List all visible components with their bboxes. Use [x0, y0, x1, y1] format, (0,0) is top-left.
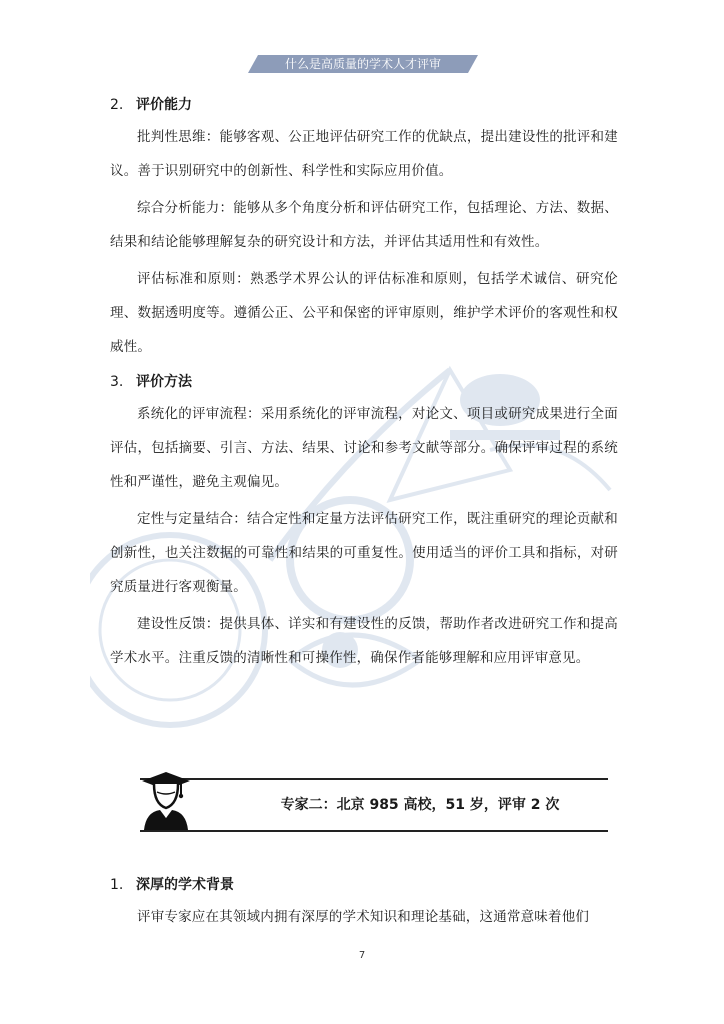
page-number: 7 [358, 950, 366, 961]
paragraph: 评审专家应在其领域内拥有深厚的学术知识和理论基础，这通常意味着他们 [137, 909, 590, 925]
main-content [110, 90, 618, 678]
expert-box [140, 778, 608, 832]
paragraph: 定性与定量结合：结合定性和定量方法评估研究工作，既注重研究的理论贡献和创新性，也关注数据的可靠性和结果的可重复性。使用适当的评价工具和指标，对研究质量进行客观衡量。 [110, 511, 618, 595]
section-heading [110, 870, 618, 900]
section-number: 3. [110, 374, 124, 390]
paragraph: 系统化的评审流程：采用系统化的评审流程，对论文、项目或研究成果进行全面评估，包括摘要、引言、方法、结果、讨论和参考文献等部分。确保评审过程的系统性和严谨性，避免主观偏见。 [110, 406, 618, 490]
paragraph: 评估标准和原则：熟悉学术界公认的评估标准和原则，包括学术诚信、研究伦理、数据透明度等。遵循公正、公平和保密的评审原则，维护学术评价的客观性和权威性。 [110, 271, 618, 355]
paragraph: 综合分析能力：能够从多个角度分析和评估研究工作，包括理论、方法、数据、结果和结论能够理解复杂的研究设计和方法，并评估其适用性和有效性。 [110, 200, 618, 250]
paragraph: 建设性反馈：提供具体、详实和有建设性的反馈，帮助作者改进研究工作和提高学术水平。注重反馈的清晰性和可操作性，确保作者能够理解和应用评审意见。 [110, 616, 618, 666]
header-banner [248, 55, 478, 73]
section-title: 评价能力 [136, 97, 192, 113]
section-number: 1. [110, 877, 124, 893]
section-title: 深厚的学术背景 [136, 877, 234, 893]
expert-label: 专家二：北京 985 高校，51 岁，评审 2 次 [280, 797, 560, 813]
section-heading [110, 90, 618, 120]
section-title: 评价方法 [136, 374, 192, 390]
section-heading [110, 367, 618, 397]
paragraph: 批判性思维：能够客观、公正地评估研究工作的优缺点，提出建设性的批评和建议。善于识别研究中的创新性、科学性和实际应用价值。 [110, 129, 618, 179]
section-number: 2. [110, 97, 124, 113]
section-bottom [110, 870, 618, 937]
graduate-avatar-icon [140, 768, 192, 830]
header-title: 什么是高质量的学术人才评审 [284, 57, 441, 71]
